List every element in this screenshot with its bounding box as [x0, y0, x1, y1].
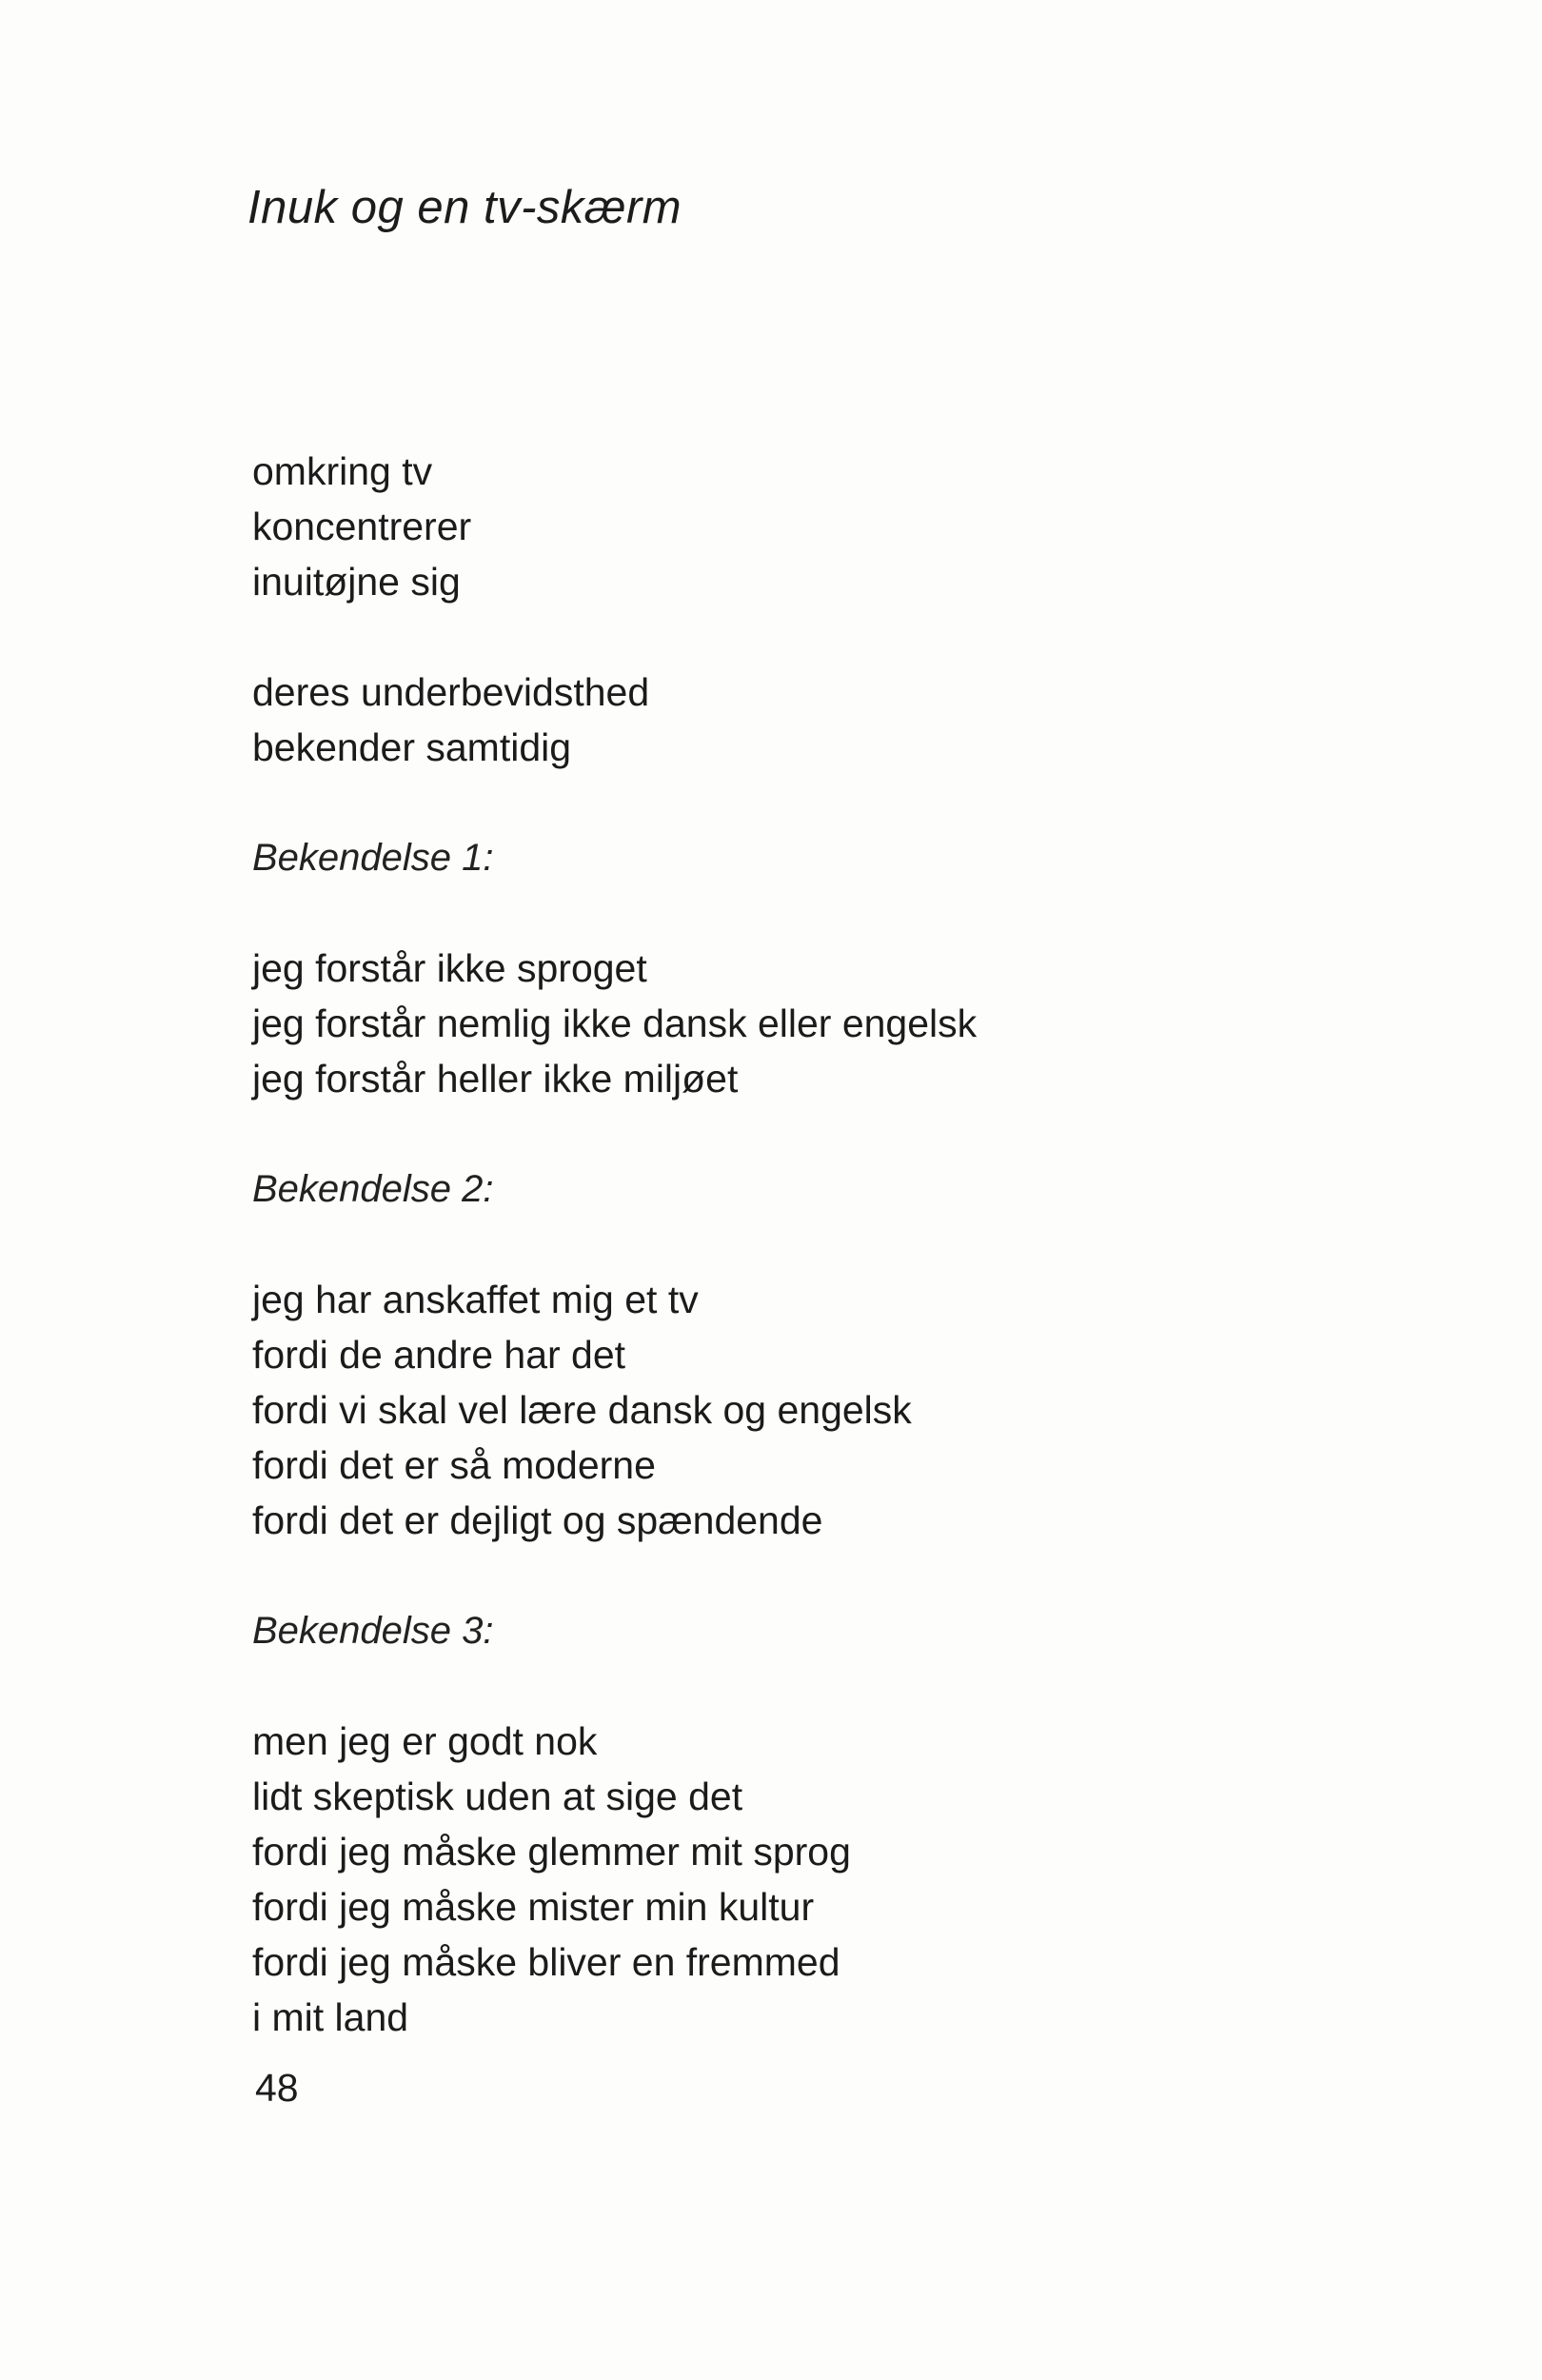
- stanza-break: [252, 775, 1394, 830]
- stanza-break: [252, 1548, 1394, 1603]
- poem-line: omkring tv: [252, 449, 433, 493]
- poem-line: fordi jeg måske glemmer mit sprog: [252, 1830, 851, 1874]
- stanza-break: [252, 1217, 1394, 1272]
- page-number: 48: [255, 2066, 299, 2110]
- confession-2-heading: Bekendelse 2:: [252, 1168, 494, 1210]
- confession-3-heading: Bekendelse 3:: [252, 1610, 494, 1652]
- poem-line: men jeg er godt nok: [252, 1719, 598, 1763]
- poem-title: Inuk og en tv-skærm: [247, 182, 682, 233]
- poem-line: i mit land: [252, 1995, 409, 2039]
- poem-line: jeg har anskaffet mig et tv: [252, 1278, 699, 1321]
- poem-line: inuitøjne sig: [252, 560, 461, 604]
- poem-line: fordi de andre har det: [252, 1333, 626, 1377]
- stanza-break: [252, 885, 1394, 941]
- confession-1-heading: Bekendelse 1:: [252, 837, 494, 879]
- poem-line: lidt skeptisk uden at sige det: [252, 1775, 743, 1818]
- stanza-confession-3: [252, 1714, 1394, 2045]
- poem-line: bekender samtidig: [252, 725, 572, 769]
- poem-line: jeg forstår nemlig ikke dansk eller engelsk: [252, 1002, 978, 1045]
- poem-line: fordi det er dejligt og spændende: [252, 1498, 823, 1542]
- stanza-intro: [252, 444, 1394, 609]
- poem-line: fordi jeg måske mister min kultur: [252, 1885, 815, 1929]
- stanza-confession-1: [252, 941, 1394, 1106]
- stanza-break: [252, 1106, 1394, 1161]
- poem-line: fordi jeg måske bliver en fremmed: [252, 1940, 840, 1984]
- poem-line: fordi vi skal vel lære dansk og engelsk: [252, 1388, 912, 1432]
- poem-line: koncentrerer: [252, 505, 472, 548]
- stanza-break: [252, 609, 1394, 664]
- poem-line: jeg forstår heller ikke miljøet: [252, 1057, 739, 1101]
- poem-body: [252, 444, 1394, 2045]
- poem-line: deres underbevidsthed: [252, 670, 650, 714]
- stanza-intro-2: [252, 664, 1394, 775]
- poem-line: fordi det er så moderne: [252, 1443, 656, 1487]
- stanza-confession-2: [252, 1272, 1394, 1548]
- stanza-break: [252, 1658, 1394, 1714]
- poem-line: jeg forstår ikke sproget: [252, 946, 647, 990]
